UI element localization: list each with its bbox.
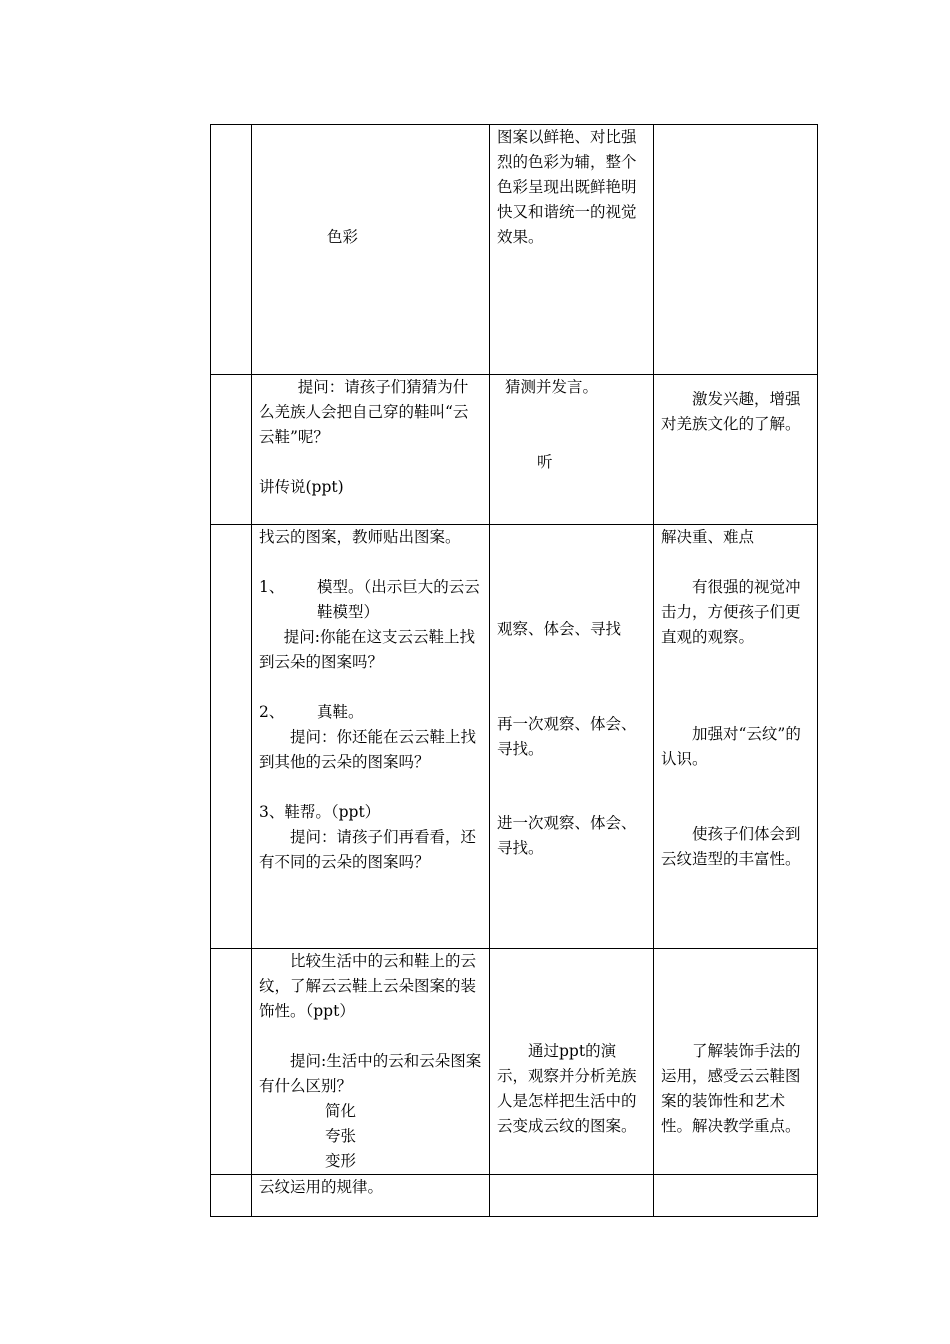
table-cell-margin xyxy=(211,125,252,375)
cell-text: 模型。（出示巨大的云云鞋模型） xyxy=(317,578,480,621)
table-cell-teaching-content xyxy=(252,949,490,1175)
table-cell-margin xyxy=(211,375,252,525)
cell-text: 使孩子们体会到云纹造型的丰富性。 xyxy=(661,825,801,868)
cell-text: 提问：请孩子们再看看，还有不同的云朵的图案吗？ xyxy=(259,828,477,871)
item-number: 2、 xyxy=(259,703,285,721)
table-cell-student-activity xyxy=(490,375,654,525)
cell-text: 观察、体会、寻找 xyxy=(497,620,622,638)
table-cell-teaching-content xyxy=(252,125,490,375)
cell-text: 加强对“云纹”的认识。 xyxy=(661,725,801,768)
cell-text: 解决重、难点 xyxy=(661,528,755,546)
table-cell-design-intent xyxy=(654,375,818,525)
table-cell-margin xyxy=(211,525,252,949)
cell-text: 色彩 xyxy=(327,228,359,246)
cell-text: 提问:生活中的云和云朵图案有什么区别？ xyxy=(259,1052,482,1095)
table-cell-student-activity xyxy=(490,1175,654,1217)
table-cell-design-intent xyxy=(654,525,818,949)
cell-text: 变形 xyxy=(325,1152,357,1170)
cell-text: 了解装饰手法的运用，感受云云鞋图案的装饰性和艺术性。解决教学重点。 xyxy=(661,1042,801,1135)
table-row xyxy=(211,949,818,1175)
cell-text: 云纹运用的规律。 xyxy=(259,1178,384,1196)
table-cell-teaching-content xyxy=(252,375,490,525)
cell-text: 找云的图案，教师贴出图案。 xyxy=(259,528,461,546)
item-number: 1、 xyxy=(259,578,285,596)
cell-text: 比较生活中的云和鞋上的云纹，了解云云鞋上云朵图案的装饰性。（ppt） xyxy=(259,952,477,1020)
cell-text: 进一次观察、体会、寻找。 xyxy=(497,814,637,857)
cell-text: 简化 xyxy=(325,1102,357,1120)
cell-text: 激发兴趣，增强对羌族文化的了解。 xyxy=(661,390,801,433)
cell-text: 提问：请孩子们猜猜为什么羌族人会把自己穿的鞋叫“云云鞋”呢？ xyxy=(259,378,469,446)
cell-text: 图案以鲜艳、对比强烈的色彩为辅，整个色彩呈现出既鲜艳明快又和谐统一的视觉效果。 xyxy=(497,128,637,246)
cell-text: 3、鞋帮。（ppt） xyxy=(259,803,381,821)
table-cell-student-activity xyxy=(490,525,654,949)
cell-text: 通过ppt的演示，观察并分析羌族人是怎样把生活中的云变成云纹的图案。 xyxy=(497,1042,637,1135)
cell-text: 提问:你能在这支云云鞋上找到云朵的图案吗？ xyxy=(259,628,476,671)
table-cell-design-intent xyxy=(654,125,818,375)
cell-text: 夸张 xyxy=(325,1127,357,1145)
table-cell-design-intent xyxy=(654,949,818,1175)
table-row xyxy=(211,375,818,525)
table-row xyxy=(211,125,818,375)
cell-text: 真鞋。 xyxy=(317,703,364,721)
lesson-plan-table xyxy=(210,124,818,1217)
cell-text: 讲传说(ppt) xyxy=(259,478,344,496)
cell-text: 提问：你还能在云云鞋上找到其他的云朵的图案吗？ xyxy=(259,728,477,771)
table-cell-student-activity xyxy=(490,125,654,375)
numbered-item xyxy=(259,575,482,625)
cell-text: 有很强的视觉冲击力，方便孩子们更直观的观察。 xyxy=(661,578,801,646)
table-row xyxy=(211,1175,818,1217)
cell-text: 再一次观察、体会、寻找。 xyxy=(497,715,637,758)
table-cell-student-activity xyxy=(490,949,654,1175)
table-cell-teaching-content xyxy=(252,525,490,949)
cell-text: 猜测并发言。 xyxy=(505,378,599,396)
table-cell-margin xyxy=(211,949,252,1175)
numbered-item xyxy=(259,700,482,725)
table-cell-margin xyxy=(211,1175,252,1217)
cell-text: 听 xyxy=(537,453,553,471)
table-cell-design-intent xyxy=(654,1175,818,1217)
table-cell-teaching-content xyxy=(252,1175,490,1217)
table-row xyxy=(211,525,818,949)
